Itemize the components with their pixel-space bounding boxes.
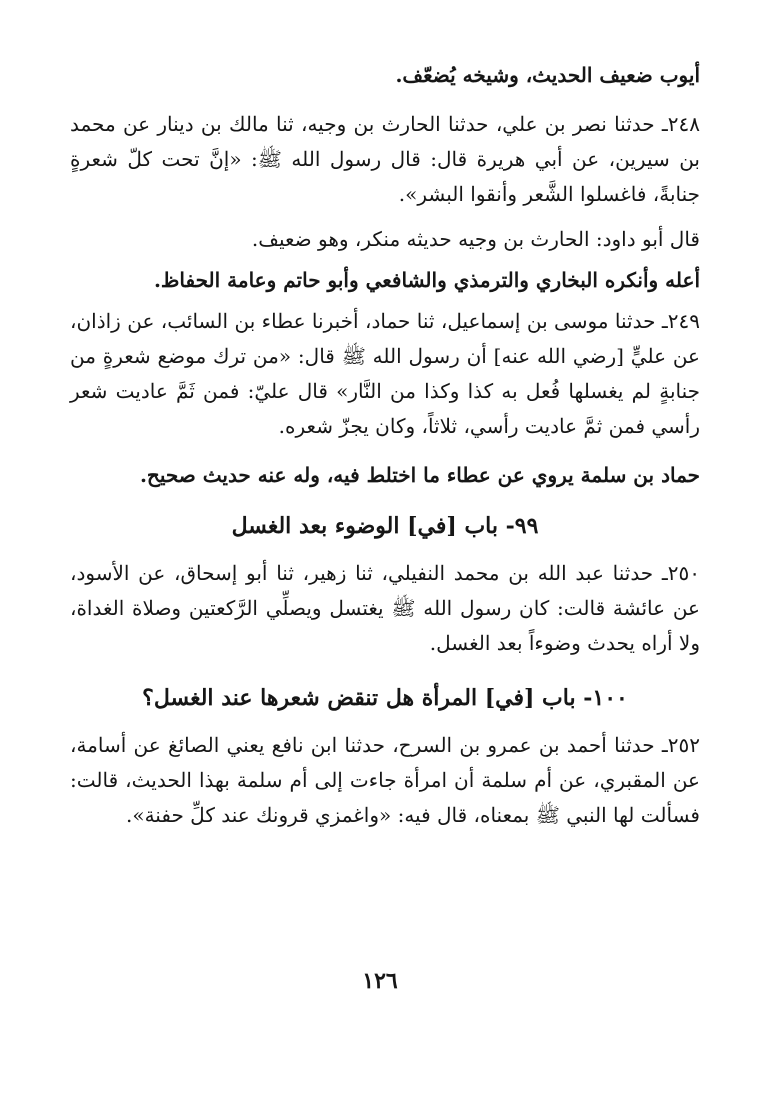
hadith-248: ٢٤٨ـ حدثنا نصر بن علي، حدثنا الحارث بن وجيه، ثنا مالك بن دينار عن محمد بن سيرين، عن أبي هريرة قال: قال رسول الله ﷺ: «إنَّ تحت كلّ شعرةٍ جنابةً، فاغسلوا الشَّعر وأنقوا البشر». — [70, 112, 700, 206]
grading-note-3: حماد بن سلمة يروي عن عطاء ما اختلط فيه، وله عنه حديث صحيح. — [139, 463, 700, 487]
hadith-252: ٢٥٢ـ حدثنا أحمد بن عمرو بن السرح، حدثنا ابن نافع يعني الصائغ عن أسامة، عن المقبري، عن أم سلمة أن امرأة جاءت إلى أم سلمة بهذا الحديث، قالت: فسألت لها النبي ﷺ بمعناه، قال فيه: «واغمزي قرونك عند كلِّ حفنة». — [70, 732, 700, 827]
hadith-250: ٢٥٠ـ حدثنا عبد الله بن محمد النفيلي، ثنا زهير، ثنا أبو إسحاق، عن الأسود، عن عائشة قالت: كان رسول الله ﷺ يغتسل ويصلِّي الرَّكعتين وصلاة الغداة، ولا أراه يحدث وضوءاً بعد الغسل. — [70, 560, 700, 655]
grading-note-2: أعله وأنكره البخاري والترمذي والشافعي وأبو حاتم وعامة الحفاظ. — [153, 268, 700, 292]
book-page — [70, 62, 700, 833]
chapter-heading-100: ١٠٠- باب [في] المرأة هل تنقض شعرها عند الغسل؟ — [142, 684, 628, 711]
page-number: ١٢٦ — [362, 968, 398, 994]
grading-note-1: أيوب ضعيف الحديث، وشيخه يُضعّف. — [395, 63, 700, 87]
hadith-249: ٢٤٩ـ حدثنا موسى بن إسماعيل، ثنا حماد، أخبرنا عطاء بن السائب، عن زاذان، عن عليٍّ [رضي الله عنه] أن رسول الله ﷺ قال: «من ترك موضع شعرةٍ من جنابةٍ لم يغسلها فُعل به كذا وكذا من النَّار» قال عليّ: فمن ثَمَّ عاديت شعر رأسي فمن ثمَّ عاديت رأسي، ثلاثاً، وكان يجزّ شعره. — [70, 309, 700, 438]
chapter-heading-99: ٩٩- باب [في] الوضوء بعد الغسل — [231, 513, 539, 539]
abu-dawud-comment-1: قال أبو داود: الحارث بن وجيه حديثه منكر، وهو ضعيف. — [251, 227, 700, 251]
